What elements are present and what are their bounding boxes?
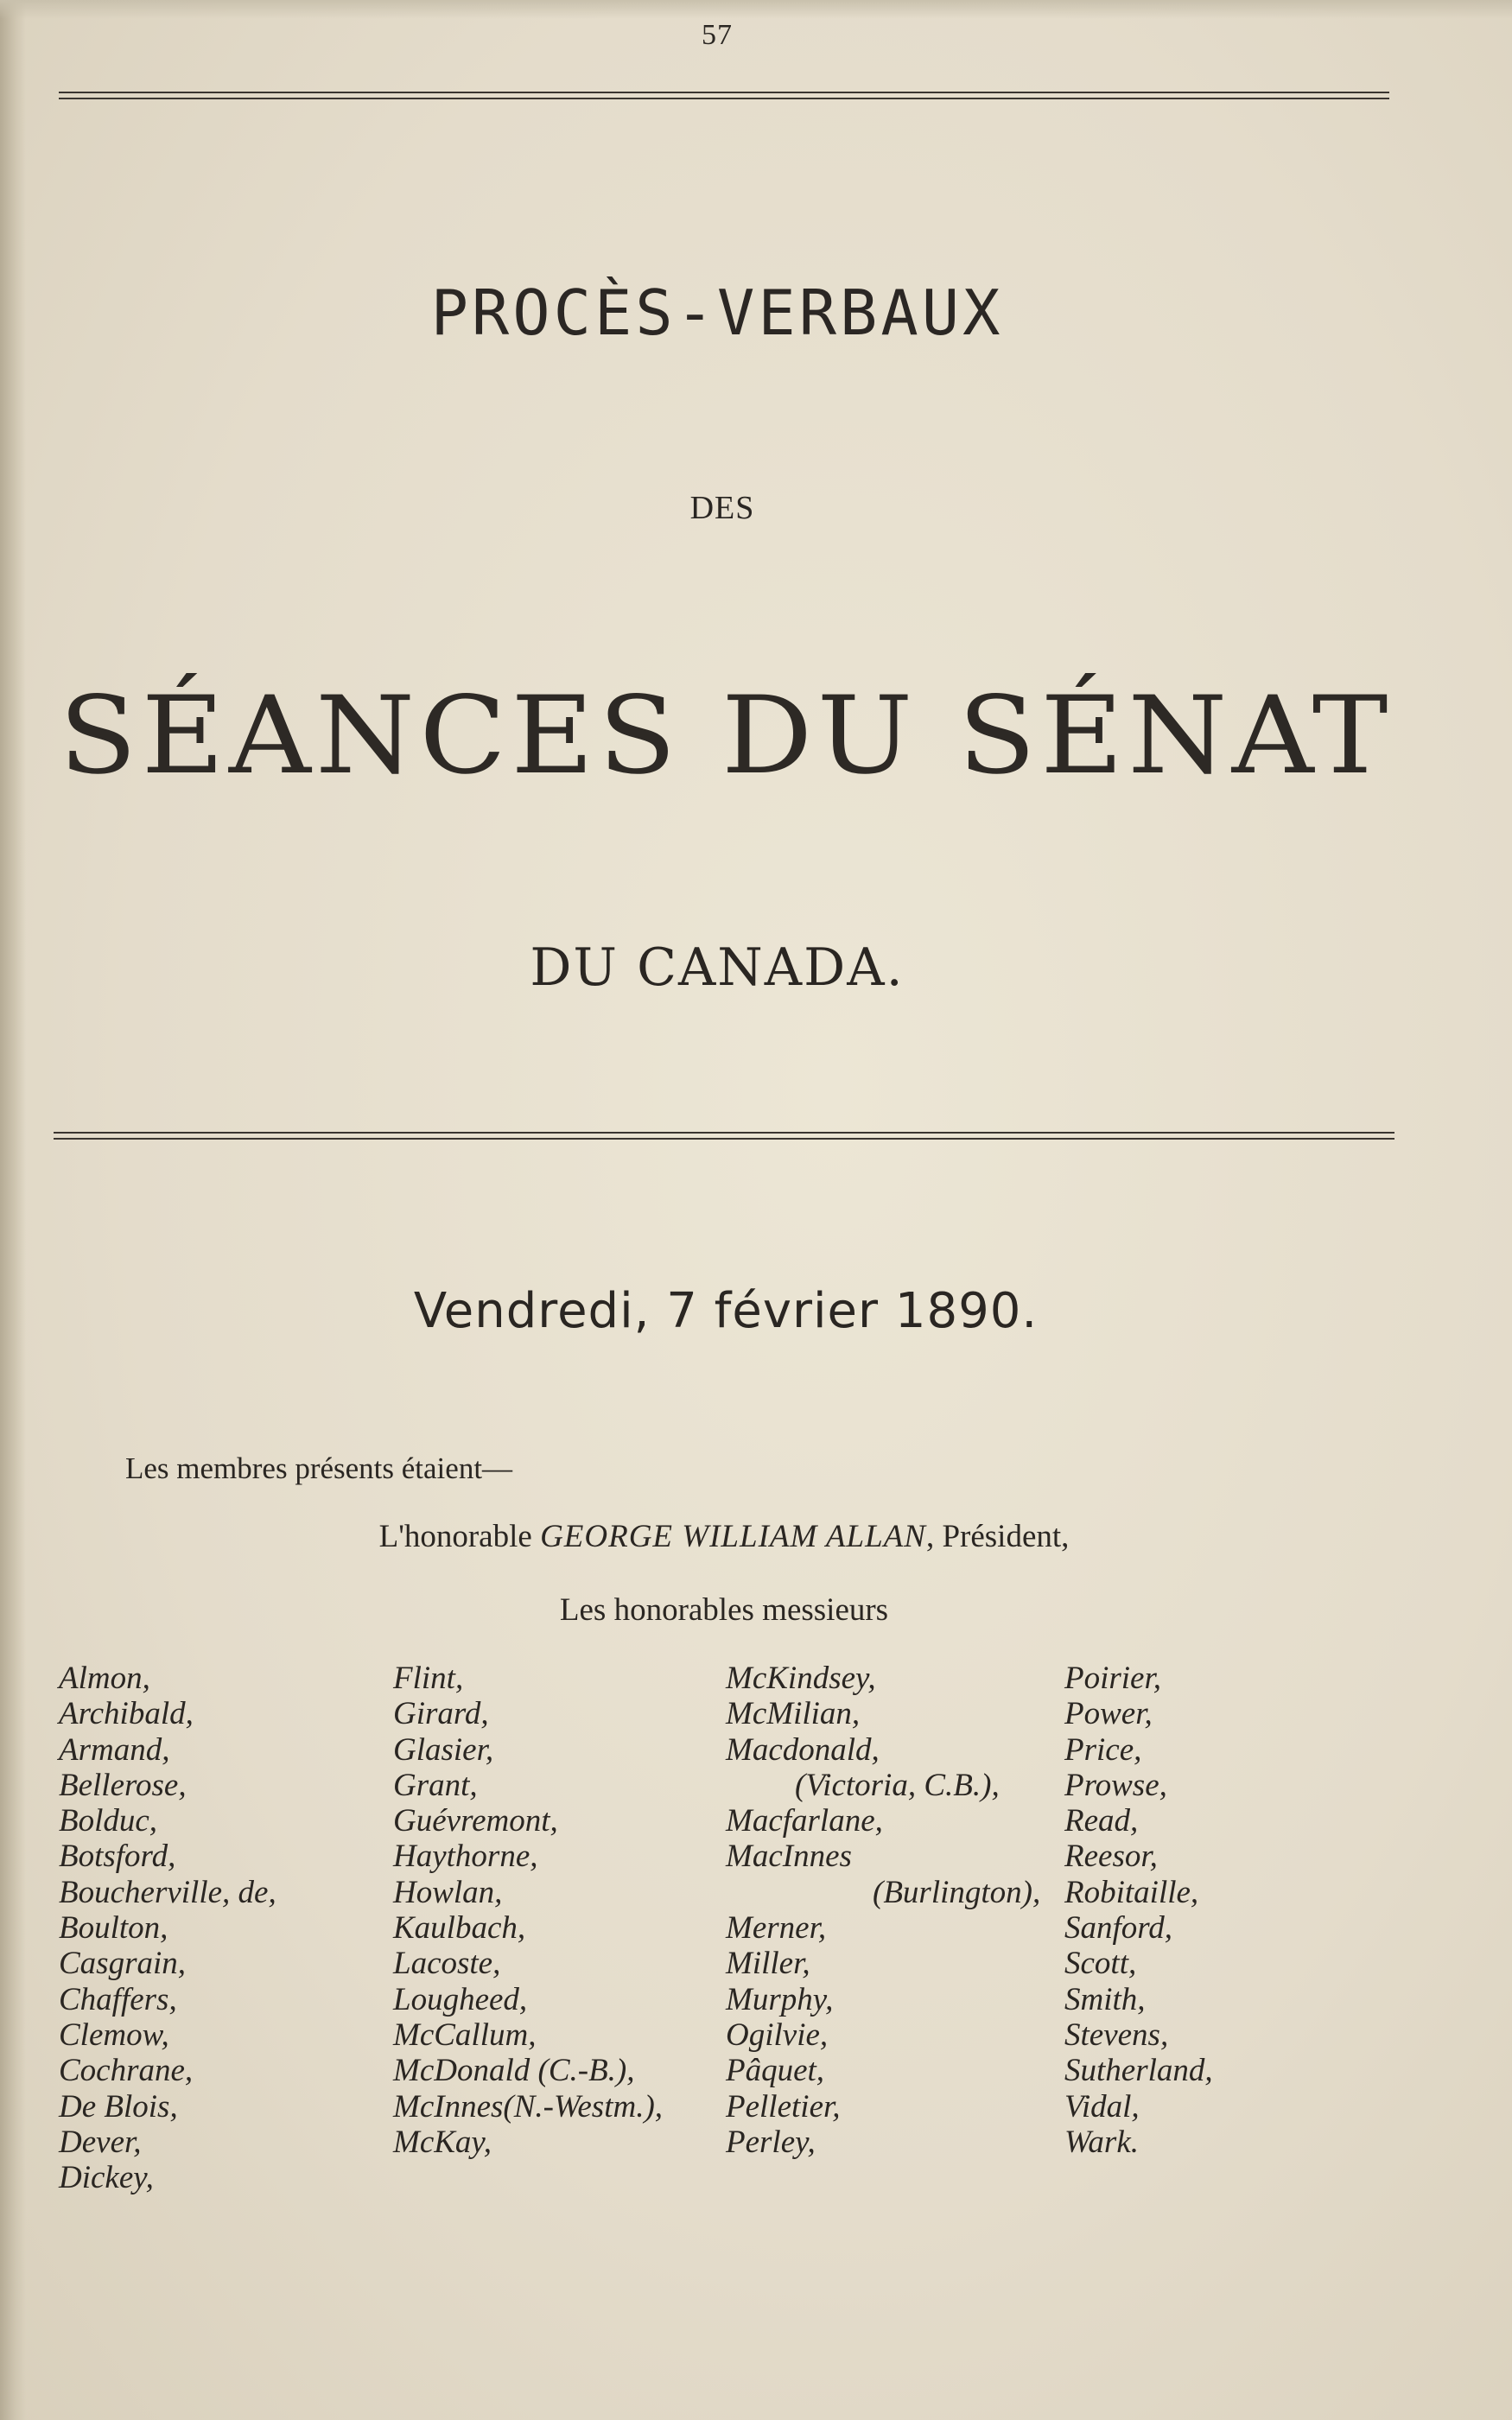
senators-column-3 [726,1661,1040,2160]
senator-name: McMilian, [726,1696,861,1732]
senator-name: Armand, [59,1731,170,1768]
senator-name: Prowse, [1064,1767,1167,1803]
senator-name: Dickey, [59,2160,154,2196]
title-proces-verbaux: PROCÈS-VERBAUX [430,276,1004,349]
senator-name: Murphy, [726,1981,834,2017]
senator-name: Vidal, [1064,2088,1140,2125]
binding-shadow [0,0,26,2420]
senator-name: McCallum, [393,2017,537,2053]
senator-name: Power, [1064,1696,1153,1732]
senator-name: Bellerose, [59,1767,187,1803]
senator-name: Robitaille, [1064,1874,1199,1910]
session-date: Vendredi, 7 février 1890. [413,1283,1039,1339]
senator-name: McKindsey, [726,1661,876,1696]
president-name: GEORGE WILLIAM ALLAN [540,1519,926,1554]
top-edge-shadow [0,0,1512,19]
senator-name: Haythorne, [393,1839,538,1875]
senator-name: Grant, [393,1767,478,1803]
senator-name: Howlan, [393,1874,503,1910]
honorables-label: Les honorables messieurs [559,1592,889,1628]
senator-name: Chaffers, [59,1981,177,2017]
senator-name: De Blois, [59,2088,178,2125]
senator-name: Lacoste, [393,1946,501,1982]
senator-name: Guévremont, [393,1803,558,1839]
president-line [0,1518,1448,1555]
senator-name-qualifier: (Burlington), [873,1874,1041,1910]
senator-name: Casgrain, [59,1946,187,1982]
senator-name: Pâquet, [726,2053,825,2089]
senator-name: McInnes(N.-Westm.), [393,2088,664,2125]
title-seances-du-senat: SÉANCES DU SÉNAT [59,674,1393,798]
senator-name-qualifier: (Victoria, C.B.), [795,1767,1000,1803]
senator-name: Wark. [1064,2124,1139,2160]
senator-name: Bolduc, [59,1803,158,1839]
page-number: 57 [702,19,733,51]
senator-name: Lougheed, [393,1981,528,2017]
senator-name: Archibald, [59,1696,194,1732]
senator-name: Cochrane, [59,2053,194,2089]
senator-name: Read, [1064,1803,1139,1839]
senator-name: Clemow, [59,2017,169,2053]
senator-name: Price, [1064,1731,1142,1768]
senator-name: Sanford, [1064,1910,1173,1947]
senator-name: Stevens, [1064,2017,1169,2053]
senators-column-4 [1064,1661,1213,2160]
senator-name: MacInnes [726,1839,852,1875]
title-des: DES [689,490,755,526]
senator-name: Almon, [59,1661,150,1696]
senator-name: Dever, [59,2124,142,2160]
senator-name: Sutherland, [1064,2053,1213,2089]
title-du-canada: DU CANADA. [530,937,905,998]
senator-name: Macdonald, [726,1731,880,1768]
members-present-label: Les membres présents étaient— [125,1451,513,1485]
senator-name: Boucherville, de, [59,1874,276,1910]
senator-name: Reesor, [1064,1839,1158,1875]
senator-name: Pelletier, [726,2088,841,2125]
senator-name: Perley, [726,2124,816,2160]
senators-column-2 [393,1661,663,2160]
senators-column-1 [59,1661,276,2195]
senator-name: McKay, [393,2124,492,2160]
middle-double-rule [54,1132,1394,1134]
president-prefix: L'honorable [378,1519,532,1554]
senator-name: Macfarlane, [726,1803,883,1839]
senator-name: Scott, [1064,1946,1137,1982]
senator-name: Poirier, [1064,1661,1162,1696]
senator-name: Ogilvie, [726,2017,829,2053]
senator-name: Botsford, [59,1839,176,1875]
senator-name: Flint, [393,1661,464,1696]
top-double-rule [59,92,1389,93]
senator-name: Glasier, [393,1731,494,1768]
senator-name: Merner, [726,1910,827,1947]
president-suffix: , Président, [925,1519,1070,1554]
senator-name: Girard, [393,1696,489,1732]
senator-name: Smith, [1064,1981,1146,2017]
senator-name: Kaulbach, [393,1910,526,1947]
senator-name: McDonald (C.-B.), [393,2053,635,2089]
senator-name: Boulton, [59,1910,168,1947]
senator-name: Miller, [726,1946,810,1982]
